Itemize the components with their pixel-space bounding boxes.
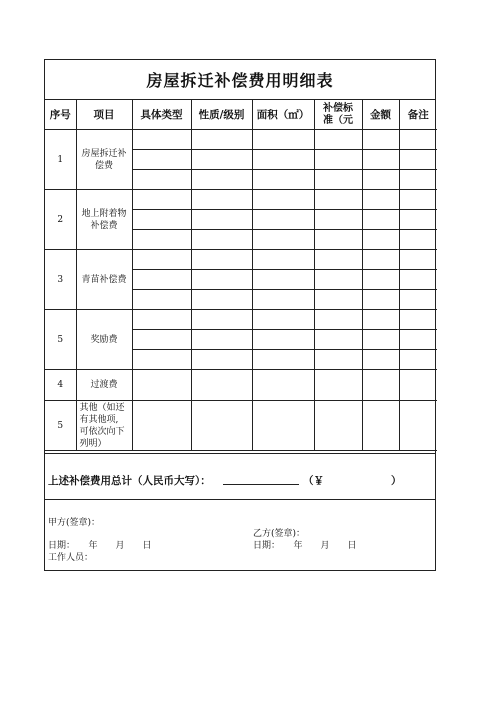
input-cell[interactable] [252,290,314,310]
input-cell[interactable] [399,150,437,170]
row-seq: 2 [45,190,76,250]
input-cell[interactable] [191,250,252,270]
input-cell[interactable] [399,310,437,330]
party-a-signature: 甲方(签章)： [48,518,101,528]
input-cell[interactable] [132,370,191,401]
input-cell[interactable] [252,401,314,451]
row-seq: 5 [45,310,76,370]
row-item-line: 列明） [79,438,107,449]
row-item [76,130,132,190]
row-item-line: 其他（如还 [79,402,125,413]
detail-table [45,100,437,451]
input-cell[interactable] [399,250,437,270]
row-seq: 5 [45,401,76,451]
input-cell[interactable] [132,330,191,350]
header-grade: 性质/级别 [191,100,252,130]
input-cell[interactable] [191,230,252,250]
input-cell[interactable] [252,170,314,190]
row-item: 青苗补偿费 [76,250,132,310]
row-item [76,190,132,250]
input-cell[interactable] [314,210,362,230]
input-cell[interactable] [362,170,399,190]
input-cell[interactable] [362,330,399,350]
total-close-paren: ） [391,475,402,487]
input-cell[interactable] [362,310,399,330]
input-cell[interactable] [314,330,362,350]
input-cell[interactable] [252,210,314,230]
input-cell[interactable] [191,150,252,170]
total-amount-blank[interactable] [223,484,299,485]
input-cell[interactable] [314,130,362,150]
input-cell[interactable] [362,190,399,210]
input-cell[interactable] [399,290,437,310]
total-yen: （￥ [303,475,324,487]
input-cell[interactable] [362,150,399,170]
table-row [45,250,437,270]
party-a-date: 日期： 年 月 日 [48,541,152,551]
input-cell[interactable] [314,170,362,190]
header-area: 面积（㎡） [252,100,314,130]
input-cell[interactable] [132,250,191,270]
header-amount: 金额 [362,100,399,130]
row-seq: 4 [45,370,76,401]
input-cell[interactable] [399,270,437,290]
input-cell[interactable] [314,230,362,250]
row-item-line: 有其他项, [79,414,119,425]
input-cell[interactable] [399,401,437,451]
input-cell[interactable] [399,170,437,190]
header-seq: 序号 [45,100,76,130]
table-row [45,370,437,401]
input-cell[interactable] [399,130,437,150]
input-cell[interactable] [191,401,252,451]
input-cell[interactable] [252,250,314,270]
input-cell[interactable] [191,210,252,230]
row-item-line: 偿费 [94,160,113,171]
input-cell[interactable] [252,190,314,210]
input-cell[interactable] [191,170,252,190]
header-note: 备注 [399,100,437,130]
input-cell[interactable] [252,130,314,150]
form-title: 房屋拆迁补偿费用明细表 [45,60,435,100]
input-cell[interactable] [314,150,362,170]
input-cell[interactable] [362,270,399,290]
input-cell[interactable] [191,310,252,330]
row-item: 奖励费 [76,310,132,370]
total-section [45,453,435,500]
input-cell[interactable] [252,270,314,290]
input-cell[interactable] [399,210,437,230]
input-cell[interactable] [132,310,191,330]
input-cell[interactable] [314,290,362,310]
total-label: 上述补偿费用总计（人民币大写）： [48,475,211,487]
input-cell[interactable] [252,150,314,170]
input-cell[interactable] [362,250,399,270]
input-cell[interactable] [252,310,314,330]
row-item: 过渡费 [76,370,132,401]
input-cell[interactable] [362,230,399,250]
input-cell[interactable] [362,401,399,451]
input-cell[interactable] [132,210,191,230]
input-cell[interactable] [191,350,252,370]
table-row [45,130,437,150]
input-cell[interactable] [191,130,252,150]
party-b-date: 日期： 年 月 日 [253,541,357,551]
input-cell[interactable] [314,250,362,270]
row-item-line: 补偿费 [90,220,118,231]
table-row [45,190,437,210]
input-cell[interactable] [252,330,314,350]
input-cell[interactable] [132,170,191,190]
input-cell[interactable] [399,350,437,370]
input-cell[interactable] [314,270,362,290]
input-cell[interactable] [362,130,399,150]
input-cell[interactable] [132,290,191,310]
input-cell[interactable] [191,190,252,210]
compensation-form [44,59,436,571]
table-row [45,401,437,451]
input-cell[interactable] [132,401,191,451]
input-cell[interactable] [132,350,191,370]
row-item-line: 可依次向下 [79,426,125,437]
input-cell[interactable] [252,230,314,250]
header-row [45,100,437,130]
header-type: 具体类型 [132,100,191,130]
input-cell[interactable] [132,270,191,290]
header-standard [314,100,362,130]
input-cell[interactable] [399,190,437,210]
input-cell[interactable] [314,310,362,330]
input-cell[interactable] [399,330,437,350]
input-cell[interactable] [362,350,399,370]
input-cell[interactable] [362,210,399,230]
row-item-line: 房屋拆迁补 [81,148,127,159]
input-cell[interactable] [191,330,252,350]
input-cell[interactable] [132,150,191,170]
input-cell[interactable] [314,401,362,451]
header-item: 项目 [76,100,132,130]
input-cell[interactable] [252,370,314,401]
header-standard-line2: 准（元 [323,114,353,126]
input-cell[interactable] [252,350,314,370]
input-cell[interactable] [399,370,437,401]
input-cell[interactable] [314,190,362,210]
input-cell[interactable] [399,230,437,250]
row-item-line: 地上附着物 [81,208,127,219]
party-b-signature: 乙方(签章)： [253,529,306,539]
input-cell[interactable] [314,370,362,401]
input-cell[interactable] [314,350,362,370]
row-seq: 1 [45,130,76,190]
row-item [76,401,132,451]
header-standard-line1: 补偿标 [323,102,353,114]
input-cell[interactable] [362,290,399,310]
input-cell[interactable] [132,230,191,250]
staff-label: 工作人员： [48,553,94,563]
row-seq: 3 [45,250,76,310]
input-cell[interactable] [132,190,191,210]
input-cell[interactable] [191,290,252,310]
input-cell[interactable] [362,370,399,401]
input-cell[interactable] [191,370,252,401]
table-row [45,310,437,330]
input-cell[interactable] [191,270,252,290]
input-cell[interactable] [132,130,191,150]
